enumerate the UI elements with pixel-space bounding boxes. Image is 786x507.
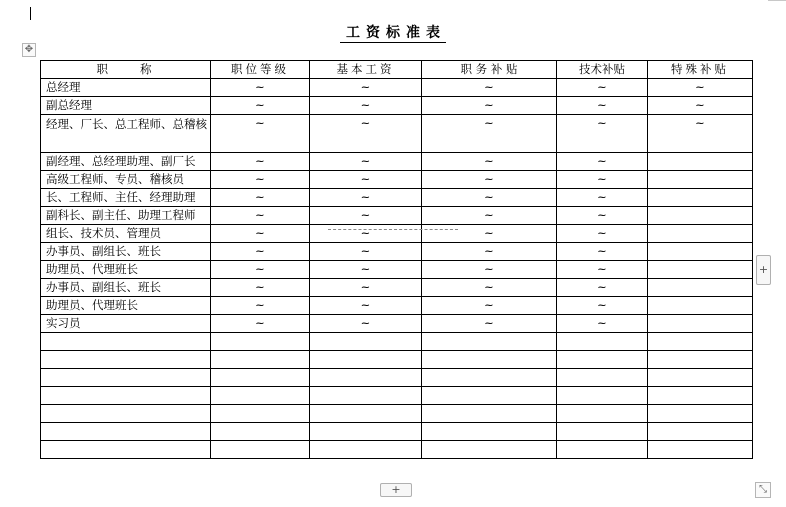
- empty-cell[interactable]: [211, 387, 310, 405]
- table-row: [41, 207, 753, 225]
- value-cell[interactable]: ~: [557, 297, 648, 315]
- value-cell[interactable]: ~: [310, 115, 422, 153]
- empty-cell[interactable]: [422, 333, 557, 351]
- empty-row: [41, 351, 753, 369]
- value-cell[interactable]: ~: [211, 189, 310, 207]
- title-cell[interactable]: 办事员、副组长、班长: [41, 243, 211, 261]
- empty-cell[interactable]: [310, 369, 422, 387]
- value-cell[interactable]: ~: [211, 79, 310, 97]
- empty-cell[interactable]: [41, 351, 211, 369]
- empty-cell[interactable]: [310, 351, 422, 369]
- empty-cell[interactable]: [648, 351, 753, 369]
- value-cell[interactable]: ~: [557, 225, 648, 243]
- value-cell[interactable]: ~: [422, 115, 557, 153]
- header-cell-tech-allowance[interactable]: 技术补贴: [557, 61, 648, 79]
- value-cell[interactable]: ~: [557, 189, 648, 207]
- empty-cell[interactable]: [41, 333, 211, 351]
- value-cell[interactable]: [648, 261, 753, 279]
- value-cell[interactable]: ~: [310, 261, 422, 279]
- empty-row: [41, 333, 753, 351]
- empty-cell[interactable]: [211, 441, 310, 459]
- value-cell[interactable]: ~: [310, 243, 422, 261]
- value-cell[interactable]: ~: [310, 153, 422, 171]
- empty-row: [41, 423, 753, 441]
- table-row: [41, 171, 753, 189]
- value-cell[interactable]: ~: [557, 153, 648, 171]
- document-title-text: 工资标准表: [340, 25, 446, 43]
- title-cell[interactable]: 助理员、代理班长: [41, 261, 211, 279]
- title-cell[interactable]: 实习员: [41, 315, 211, 333]
- value-cell[interactable]: ~: [211, 315, 310, 333]
- title-cell[interactable]: 长、工程师、主任、经理助理: [41, 189, 211, 207]
- title-cell[interactable]: 副科长、副主任、助理工程师: [41, 207, 211, 225]
- title-cell[interactable]: 组长、技术员、管理员: [41, 225, 211, 243]
- table-row: [41, 243, 753, 261]
- value-cell[interactable]: ~: [557, 261, 648, 279]
- table-row: [41, 261, 753, 279]
- value-cell[interactable]: ~: [422, 225, 557, 243]
- value-cell[interactable]: ~: [557, 79, 648, 97]
- value-cell[interactable]: ~: [648, 115, 753, 153]
- title-cell[interactable]: 总经理: [41, 79, 211, 97]
- value-cell[interactable]: [648, 279, 753, 297]
- empty-cell[interactable]: [648, 441, 753, 459]
- empty-cell[interactable]: [310, 387, 422, 405]
- value-cell[interactable]: ~: [310, 297, 422, 315]
- value-cell[interactable]: ~: [422, 153, 557, 171]
- value-cell[interactable]: [648, 207, 753, 225]
- empty-row: [41, 441, 753, 459]
- value-cell[interactable]: ~: [211, 115, 310, 153]
- empty-cell[interactable]: [310, 405, 422, 423]
- header-cell-duty-allowance[interactable]: 职 务 补 贴: [422, 61, 557, 79]
- value-cell[interactable]: ~: [422, 97, 557, 115]
- value-cell[interactable]: ~: [422, 315, 557, 333]
- value-cell[interactable]: ~: [557, 171, 648, 189]
- salary-table: [40, 60, 753, 459]
- empty-cell[interactable]: [211, 423, 310, 441]
- value-cell[interactable]: [648, 189, 753, 207]
- empty-cell[interactable]: [557, 333, 648, 351]
- empty-cell[interactable]: [211, 405, 310, 423]
- table-row: [41, 153, 753, 171]
- move-cross-icon: ✥: [24, 44, 34, 55]
- value-cell[interactable]: ~: [310, 97, 422, 115]
- value-cell[interactable]: ~: [422, 297, 557, 315]
- document-title: [0, 22, 786, 42]
- empty-cell[interactable]: [422, 405, 557, 423]
- value-cell[interactable]: ~: [557, 315, 648, 333]
- empty-cell[interactable]: [557, 351, 648, 369]
- value-cell[interactable]: ~: [422, 279, 557, 297]
- header-cell-grade[interactable]: 职位等级: [211, 61, 310, 79]
- table-move-handle[interactable]: [22, 43, 36, 57]
- value-cell[interactable]: ~: [211, 153, 310, 171]
- value-cell[interactable]: ~: [310, 171, 422, 189]
- value-cell[interactable]: ~: [422, 243, 557, 261]
- value-cell[interactable]: [648, 225, 753, 243]
- value-cell[interactable]: ~: [310, 189, 422, 207]
- empty-cell[interactable]: [422, 351, 557, 369]
- empty-row: [41, 369, 753, 387]
- table-row: [41, 297, 753, 315]
- value-cell[interactable]: [648, 243, 753, 261]
- title-cell[interactable]: 高级工程师、专员、稽核员: [41, 171, 211, 189]
- empty-cell[interactable]: [41, 405, 211, 423]
- table-row: [41, 225, 753, 243]
- empty-cell[interactable]: [422, 423, 557, 441]
- resize-diagonal-icon: ⤡: [759, 484, 767, 495]
- value-cell[interactable]: ~: [557, 279, 648, 297]
- value-cell[interactable]: [648, 297, 753, 315]
- empty-cell[interactable]: [310, 423, 422, 441]
- value-cell[interactable]: ~: [557, 207, 648, 225]
- value-cell[interactable]: ~: [648, 97, 753, 115]
- empty-cell[interactable]: [557, 441, 648, 459]
- table-row: [41, 79, 753, 97]
- empty-cell[interactable]: [557, 423, 648, 441]
- empty-cell[interactable]: [41, 369, 211, 387]
- empty-cell[interactable]: [422, 387, 557, 405]
- value-cell[interactable]: [648, 315, 753, 333]
- value-cell[interactable]: ~: [422, 207, 557, 225]
- add-column-button[interactable]: +: [756, 255, 771, 285]
- empty-cell[interactable]: [648, 405, 753, 423]
- value-cell[interactable]: ~: [310, 225, 422, 243]
- empty-cell[interactable]: [648, 423, 753, 441]
- value-cell[interactable]: ~: [310, 207, 422, 225]
- empty-cell[interactable]: [648, 387, 753, 405]
- value-cell[interactable]: ~: [211, 171, 310, 189]
- text-cursor: [30, 7, 31, 20]
- value-cell[interactable]: ~: [422, 79, 557, 97]
- title-cell[interactable]: 助理员、代理班长: [41, 297, 211, 315]
- value-cell[interactable]: ~: [310, 79, 422, 97]
- value-cell[interactable]: ~: [557, 115, 648, 153]
- empty-cell[interactable]: [211, 369, 310, 387]
- value-cell[interactable]: ~: [211, 279, 310, 297]
- table-row: [41, 97, 753, 115]
- table-resize-handle[interactable]: [755, 482, 771, 498]
- header-cell-special-allowance[interactable]: 特殊补贴: [648, 61, 753, 79]
- title-cell[interactable]: 经理、厂长、总工程师、总稽核: [41, 115, 211, 153]
- value-cell[interactable]: ~: [211, 297, 310, 315]
- empty-row: [41, 387, 753, 405]
- add-row-button[interactable]: +: [380, 483, 412, 497]
- empty-cell[interactable]: [422, 369, 557, 387]
- header-row: [41, 61, 753, 79]
- empty-cell[interactable]: [557, 387, 648, 405]
- value-cell[interactable]: ~: [310, 315, 422, 333]
- value-cell[interactable]: ~: [310, 279, 422, 297]
- value-cell[interactable]: ~: [557, 97, 648, 115]
- empty-cell[interactable]: [557, 405, 648, 423]
- header-cell-title[interactable]: 职 称: [41, 61, 211, 79]
- table-row: [41, 279, 753, 297]
- title-cell[interactable]: 副总经理: [41, 97, 211, 115]
- value-cell[interactable]: ~: [557, 243, 648, 261]
- selection-dash-line: [328, 229, 458, 230]
- table-row: [41, 315, 753, 333]
- value-cell[interactable]: ~: [648, 79, 753, 97]
- value-cell[interactable]: [648, 153, 753, 171]
- empty-row: [41, 405, 753, 423]
- empty-cell[interactable]: [310, 441, 422, 459]
- empty-cell[interactable]: [211, 351, 310, 369]
- value-cell[interactable]: ~: [422, 261, 557, 279]
- salary-table-body: [41, 61, 753, 459]
- empty-cell[interactable]: [310, 333, 422, 351]
- value-cell[interactable]: ~: [211, 225, 310, 243]
- value-cell[interactable]: ~: [211, 243, 310, 261]
- empty-cell[interactable]: [41, 441, 211, 459]
- empty-cell[interactable]: [41, 423, 211, 441]
- value-cell[interactable]: ~: [211, 207, 310, 225]
- title-cell[interactable]: 办事员、副组长、班长: [41, 279, 211, 297]
- value-cell[interactable]: ~: [211, 97, 310, 115]
- header-cell-base-salary[interactable]: 基本工资: [310, 61, 422, 79]
- empty-cell[interactable]: [422, 441, 557, 459]
- empty-cell[interactable]: [648, 333, 753, 351]
- title-cell[interactable]: 副经理、总经理助理、副厂长: [41, 153, 211, 171]
- empty-cell[interactable]: [41, 387, 211, 405]
- table-row: [41, 189, 753, 207]
- value-cell[interactable]: ~: [211, 261, 310, 279]
- value-cell[interactable]: ~: [422, 189, 557, 207]
- empty-cell[interactable]: [211, 333, 310, 351]
- value-cell[interactable]: [648, 171, 753, 189]
- empty-cell[interactable]: [557, 369, 648, 387]
- page-corner-mark: [768, 0, 786, 5]
- value-cell[interactable]: ~: [422, 171, 557, 189]
- empty-cell[interactable]: [648, 369, 753, 387]
- table-row: [41, 115, 753, 153]
